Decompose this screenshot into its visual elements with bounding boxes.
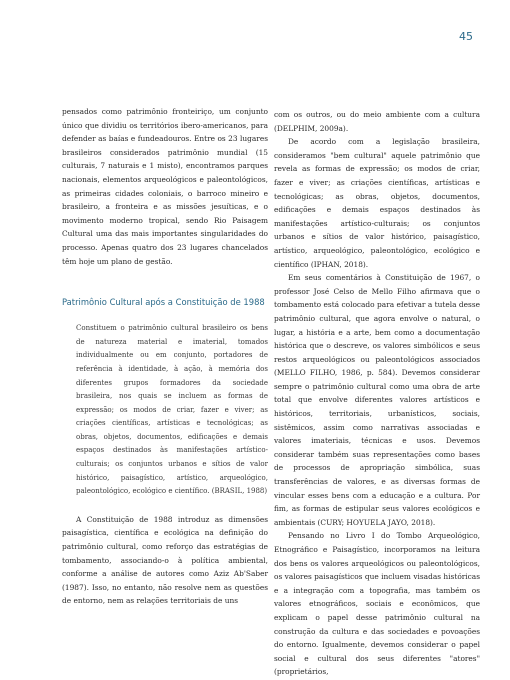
right-column — [274, 108, 480, 679]
paragraph: De acordo com a legislação brasileira, consideramos "bem cultural" aquele patrimônio que revela as formas de expressão; os modos de criar, fazer e viver; as criações científicas, artísticas e tecnológicas; as obras, objetos, documentos, edificações e demais espaços destinados às manifestações artístico-culturais; os conjuntos urbanos e sítios de valor histórico, paisagístico, artístico, arqueológico, paleontológico, ecológico e científico (IPHAN, 2018). — [274, 137, 480, 269]
paragraph: com os outros, ou do meio ambiente com a cultura (DELPHIM, 2009a). — [274, 110, 480, 133]
block-quote: Constituem o patrimônio cultural brasileiro os bens de natureza material e imaterial, tomados individualmente ou em conjunto, portadores de referência à identidade, à ação, à memória dos diferentes grupos formadores da sociedade brasileira, nos quais se incluem as formas de expressão; os modos de criar, fazer e viver; as criações científicas, artísticas e tecnológicas; as obras, objetos, documentos, edificações e demais espaços destinados às manifestações artístico-culturais; os conjuntos urbanos e sítios de valor histórico, paisagístico, artístico, arqueológico, paleontológico, ecológico e científico. (BRASIL, 1988) — [76, 324, 268, 496]
paragraph: pensados como patrimônio fronteiriço, um conjunto único que dividiu os territórios ibero-americanos, para defender as baías e fundeadouros. Entre os 23 lugares brasileiros considerados patrimônio mundial (15 culturais, 7 naturais e 1 misto), encontramos parques nacionais, elementos arqueológicos e paleontológicos, as primeiras cidades coloniais, o barroco mineiro e brasileiro, a fronteira e as missões jesuíticas, e o movimento moderno tropical, sendo Rio Paisagem Cultural uma das mais importantes singularidades do processo. Apenas quatro dos 23 lugares chancelados têm hoje um plano de gestão. — [62, 107, 268, 266]
section-heading: Patrimônio Cultural após a Constituição de 1988 — [62, 297, 265, 308]
page-number: 45 — [459, 30, 473, 43]
paragraph: A Constituição de 1988 introduz as dimensões paisagística, científica e ecológica na definição do patrimônio cultural, como reforço das estratégias de tombamento, associando-o à política ambiental, conforme a análise de autores como Aziz Ab'Saber (1987). Isso, no entanto, não resolve nem as questões de entorno, nem as relações territoriais de uns — [62, 514, 268, 606]
left-column — [62, 105, 268, 608]
paragraph: Em seus comentários à Constituição de 1967, o professor José Celso de Mello Filho afirmava que o tombamento está colocado para efetivar a tutela desse patrimônio cultural, que agora envolve o natural, o lugar, a história e a arte, bem como a documentação histórica que o descreve, os valores simbólicos e seus restos arqueológicos ou paleontológicos associados (MELLO FILHO, 1986, p. 584). Devemos considerar sempre o patrimônio cultural como uma obra de arte total que envolve diferentes valores artísticos e históricos, territoriais, urbanísticos, sociais, sistêmicos, assim como narrativas associadas e valores imateriais, técnicas e usos. Devemos considerar também suas representações como bases de processos de apropriação simbólica, suas transferências de valores, e as diversas formas de vincular esses bens com a educação e a cultura. Por fim, as formas de estipular seus valores ecológicos e ambientais (CURY; HOYUELA JAYO, 2018). — [274, 273, 480, 527]
paragraph: Pensando no Livro I do Tombo Arqueológico, Etnográfico e Paisagístico, incorporamos na leitura dos bens os valores arqueológicos ou paleontológicos, os valores paisagísticos que incluem visadas históricas e a integração com a topografia, mas também os valores etnográficos, sociais e econômicos, que explicam o papel desse patrimônio cultural na construção da cultura e das sociedades e povoações do entorno. Igualmente, devemos considerar o papel social e cultural dos seus diferentes "atores" (proprietários, — [274, 531, 480, 677]
